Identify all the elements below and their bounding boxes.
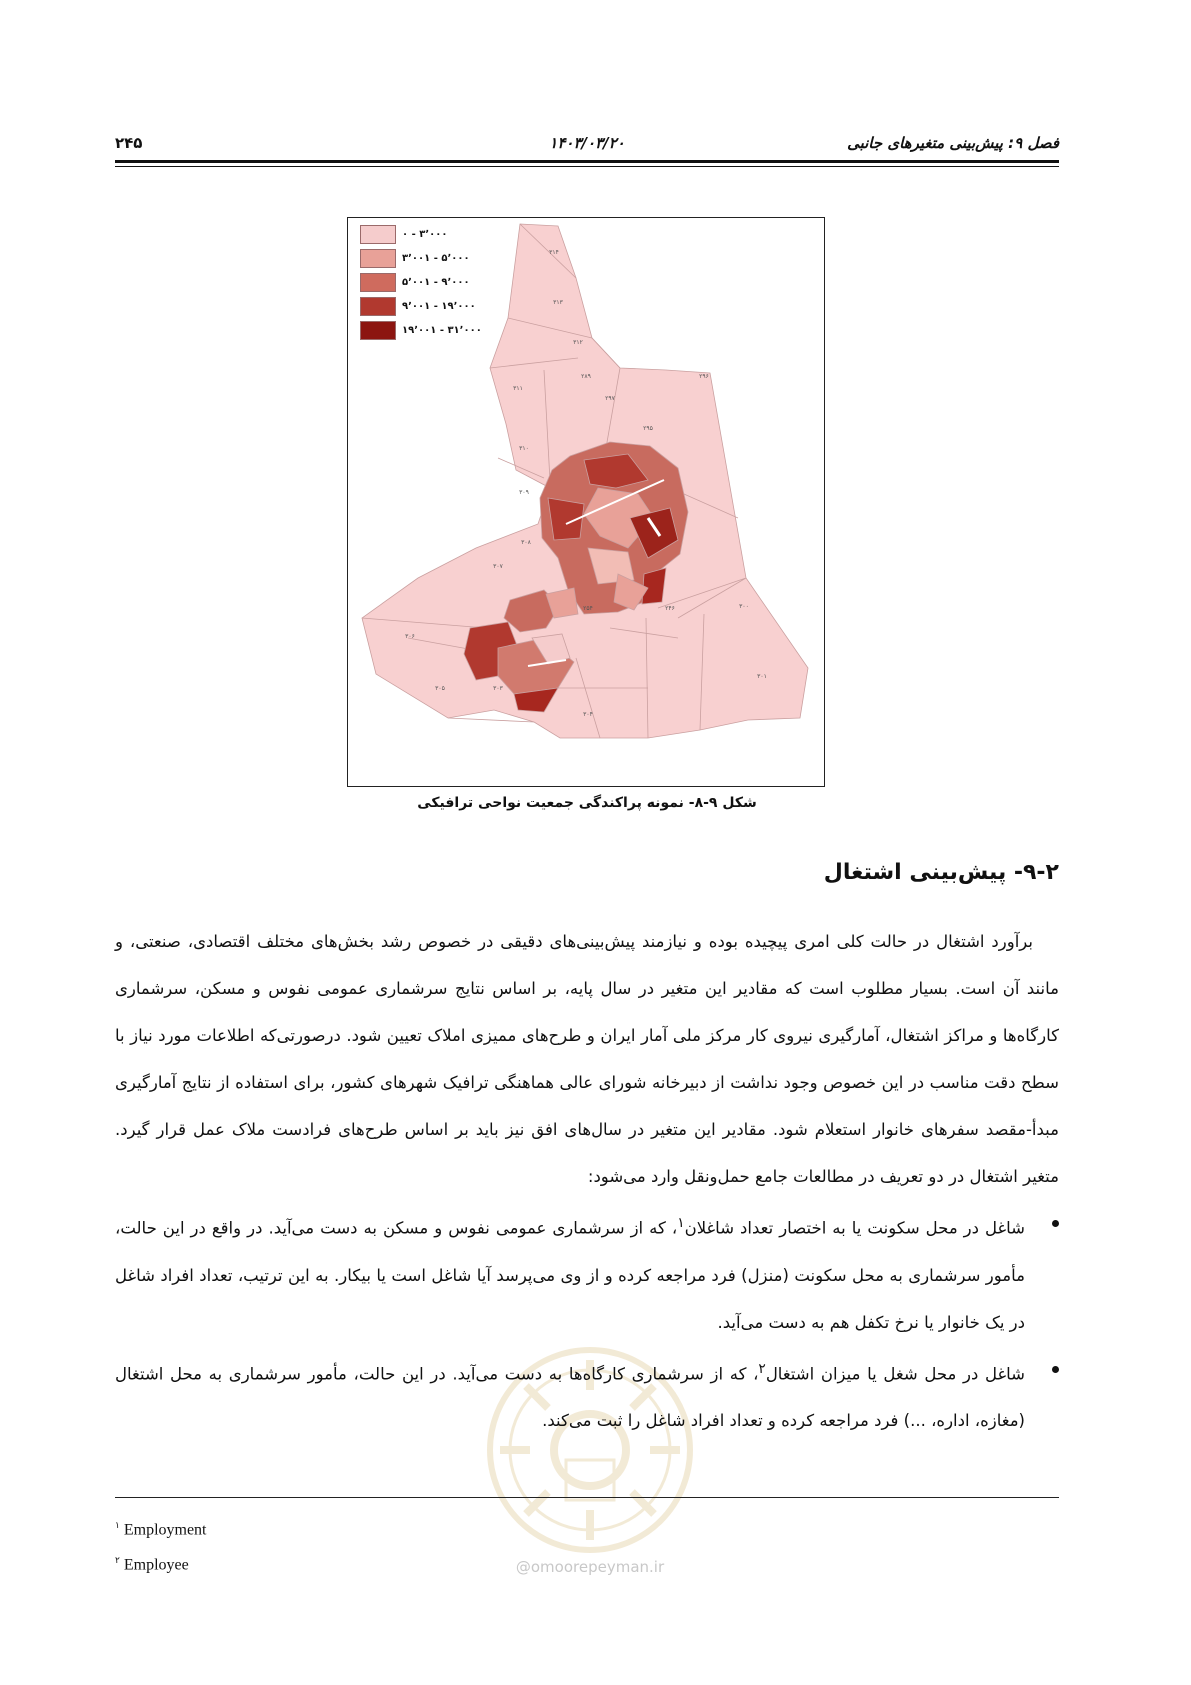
list-item xyxy=(115,1200,1059,1346)
figure-caption: شکل ۹-۸- نمونه پراکندگی جمعیت نواحی ترافیکی xyxy=(417,795,757,811)
header-date: ۱۴۰۳/۰۳/۲۰ xyxy=(549,134,625,152)
footnote-mark: ۲ xyxy=(758,1360,766,1377)
header-rule-thick xyxy=(115,160,1059,163)
bullet-text: ، که از سرشماری عمومی نفوس و مسکن به دست می‌آید. در واقع در این حالت، مأمور سرشماری به محل سکونت (منزل) فرد مراجعه کرده و از وی می‌پرسد آیا شاغل است یا بیکار. به این ترتیب، تعداد افراد شاغل در یک خانوار یا نرخ تکفل هم به دست می‌آید. xyxy=(115,1218,1025,1332)
footnote xyxy=(115,1510,207,1545)
zone-label: ۳۱۳ xyxy=(553,299,563,306)
chapter-title: فصل ۹: پیش‌بینی متغیرهای جانبی xyxy=(847,134,1059,152)
footnotes xyxy=(115,1510,207,1581)
zone-label: ۲۴۶ xyxy=(665,605,675,612)
bullet-list xyxy=(115,1200,1059,1444)
legend-swatch xyxy=(360,225,396,244)
footnote-mark: ۱ xyxy=(677,1215,685,1231)
section-heading: ۹-۲- پیش‌بینی اشتغال xyxy=(823,860,1059,885)
bullet-icon xyxy=(1052,1220,1059,1227)
footnote xyxy=(115,1545,207,1580)
footnote-number: ۲ xyxy=(115,1555,120,1566)
footnote-number: ۱ xyxy=(115,1520,120,1530)
paragraph: برآورد اشتغال در حالت کلی امری پیچیده بوده و نیازمند پیش‌بینی‌های دقیقی در خصوص رشد بخش‌های مختلف اقتصادی، صنعتی، و مانند آن است. بسیار مطلوب است که مقادیر این متغیر در سال پایه، بر اساس نتایج سرشماری عمومی نفوس و مسکن، سرشماری کارگاه‌ها و مراکز اشتغال، آمارگیری نیروی کار مرکز ملی آمار ایران و طرح‌های ممیزی املاک تعیین شود. درصورتی‌که اطلاعات مورد نیاز با سطح دقت مناسب در این خصوص وجود نداشت از دبیرخانه شورای عالی هماهنگی ترافیک شهرهای کشور، برای استفاده از نتایج آمارگیری مبدأ-مقصد سفرهای خانوار استعلام شود. مقادیر این متغیر در سال‌های افق نیز باید بر اساس طرح‌های فرادست ملاک عمل قرار گیرد. متغیر اشتغال در دو تعریف در مطالعات جامع حمل‌ونقل وارد می‌شود: xyxy=(115,932,1059,1186)
legend-swatch xyxy=(360,321,396,340)
zone-label: ۳۰۶ xyxy=(405,633,415,640)
zone-label: ۳۰۷ xyxy=(493,563,503,570)
bullet-icon xyxy=(1052,1366,1059,1373)
footnote-text: Employment xyxy=(123,1521,207,1539)
zone-label: ۳۱۴ xyxy=(549,249,559,256)
legend-item xyxy=(360,318,482,342)
zone-label: ۳۰۱ xyxy=(757,673,767,680)
watermark-site: @omoorepeyman.ir xyxy=(515,1558,665,1576)
zone-label: ۳۰۰ xyxy=(739,603,749,610)
zone-label: ۲۵۴ xyxy=(583,605,593,612)
bullet-lead: شاغل در محل شغل یا میزان اشتغال xyxy=(765,1364,1025,1383)
zone-label: ۲۸۹ xyxy=(581,373,591,380)
map-legend xyxy=(360,222,482,342)
zone-label: ۳۱۱ xyxy=(513,385,523,392)
bullet-text: ، که از سرشماری کارگاه‌ها به دست می‌آید. در این حالت، مأمور سرشماری به محل اشتغال (مغازه، اداره، ...) فرد مراجعه کرده و تعداد افراد شاغل را ثبت می‌کند. xyxy=(115,1364,1025,1430)
legend-item xyxy=(360,294,482,318)
zone-label: ۳۰۹ xyxy=(519,489,529,496)
legend-label: ۰ - ۳٬۰۰۰ xyxy=(402,228,448,240)
zone-label: ۲۹۷ xyxy=(605,395,615,402)
page-number: ۲۴۵ xyxy=(115,134,143,152)
zone-label: ۲۹۶ xyxy=(699,373,709,380)
footnote-text: Employee xyxy=(123,1556,189,1574)
legend-swatch xyxy=(360,297,396,316)
population-map-figure xyxy=(347,217,825,787)
legend-label: ۵٬۰۰۱ - ۹٬۰۰۰ xyxy=(402,276,470,288)
footnote-rule xyxy=(115,1497,1059,1498)
zone-label: ۳۰۵ xyxy=(435,685,445,692)
legend-label: ۹٬۰۰۱ - ۱۹٬۰۰۰ xyxy=(402,300,476,312)
legend-label: ۱۹٬۰۰۱ - ۳۱٬۰۰۰ xyxy=(402,324,482,336)
zone-label: ۳۱۰ xyxy=(519,445,529,452)
zone-label: ۳۰۴ xyxy=(583,711,593,718)
zone-label: ۳۱۲ xyxy=(573,339,583,346)
header-rule-thin xyxy=(115,166,1059,167)
legend-item xyxy=(360,246,482,270)
legend-swatch xyxy=(360,249,396,268)
zone-label: ۳۰۳ xyxy=(493,685,503,692)
legend-item xyxy=(360,222,482,246)
zone-label: ۳۰۸ xyxy=(521,539,531,546)
legend-label: ۳٬۰۰۱ - ۵٬۰۰۰ xyxy=(402,252,470,264)
list-item xyxy=(115,1346,1059,1445)
zone-label: ۲۹۵ xyxy=(643,425,653,432)
legend-swatch xyxy=(360,273,396,292)
body-text xyxy=(115,918,1059,1444)
bullet-lead: شاغل در محل سکونت یا به اختصار تعداد شاغلان xyxy=(684,1218,1025,1238)
legend-item xyxy=(360,270,482,294)
